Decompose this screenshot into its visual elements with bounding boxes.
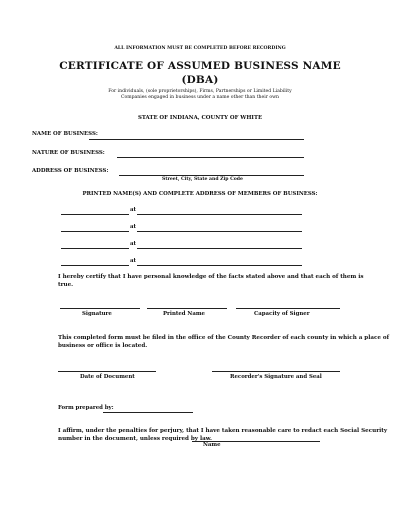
prepared-by-label: Form prepared by: bbox=[58, 405, 114, 411]
recorder-signature-label: Recorder's Signature and Seal bbox=[230, 374, 322, 380]
at-label: at bbox=[130, 207, 136, 213]
at-label: at bbox=[130, 258, 136, 264]
certify-line-2: true. bbox=[58, 282, 74, 288]
nature-of-business-label: NATURE OF BUSINESS: bbox=[32, 150, 105, 156]
at-label: at bbox=[130, 241, 136, 247]
recorder-signature-line[interactable] bbox=[212, 371, 340, 372]
jurisdiction-heading: STATE OF INDIANA, COUNTY OF WHITE bbox=[137, 115, 263, 121]
certificate-title-dba: (DBA) bbox=[181, 74, 219, 86]
member-address-field[interactable] bbox=[137, 265, 302, 266]
capacity-line[interactable] bbox=[236, 308, 340, 309]
business-name-label: NAME OF BUSINESS: bbox=[32, 131, 98, 137]
recording-notice: ALL INFORMATION MUST BE COMPLETED BEFORE RECORDING bbox=[114, 46, 286, 51]
filing-note-line-1: This completed form must be filed in the office of the County Recorder of each county in which a place of bbox=[58, 335, 389, 341]
signature-label: Signature bbox=[82, 311, 112, 317]
subtitle-line-1: For individuals, (sole proprietorships), Firms, Partnerships or Limited Liability bbox=[108, 89, 292, 94]
nature-of-business-field[interactable] bbox=[117, 157, 304, 158]
capacity-label: Capacity of Signer bbox=[254, 311, 310, 317]
affirm-line-1: I affirm, under the penalties for perjury, that I have taken reasonable care to redact each Social Security bbox=[58, 428, 388, 434]
signature-line[interactable] bbox=[60, 308, 140, 309]
member-address-field[interactable] bbox=[137, 214, 302, 215]
subtitle-line-2: Companies engaged in business under a name other than their own bbox=[120, 95, 280, 100]
member-name-field[interactable] bbox=[61, 231, 129, 232]
member-name-field[interactable] bbox=[61, 248, 129, 249]
business-name-field[interactable] bbox=[89, 139, 304, 140]
members-heading: PRINTED NAME(S) AND COMPLETE ADDRESS OF MEMBERS OF BUSINESS: bbox=[82, 191, 318, 197]
member-name-field[interactable] bbox=[61, 214, 129, 215]
printed-name-line[interactable] bbox=[147, 308, 227, 309]
document-date-line[interactable] bbox=[58, 371, 156, 372]
at-label: at bbox=[130, 224, 136, 230]
member-address-field[interactable] bbox=[137, 248, 302, 249]
business-address-label: ADDRESS OF BUSINESS: bbox=[32, 168, 109, 174]
printed-name-label: Printed Name bbox=[163, 311, 205, 317]
document-date-label: Date of Document bbox=[80, 374, 135, 380]
member-name-field[interactable] bbox=[61, 265, 129, 266]
member-address-field[interactable] bbox=[137, 231, 302, 232]
certify-line-1: I hereby certify that I have personal knowledge of the facts stated above and that each of them is bbox=[58, 274, 364, 280]
certificate-title: CERTIFICATE OF ASSUMED BUSINESS NAME bbox=[59, 60, 341, 72]
business-address-field[interactable] bbox=[119, 175, 304, 176]
affirm-name-label: Name bbox=[203, 442, 221, 448]
prepared-by-field[interactable] bbox=[103, 412, 193, 413]
address-hint: Street, City, State and Zip Code bbox=[162, 177, 243, 182]
filing-note-line-2: business or office is located. bbox=[58, 343, 148, 349]
affirm-line-2: number in the document, unless required by law. bbox=[58, 436, 212, 442]
